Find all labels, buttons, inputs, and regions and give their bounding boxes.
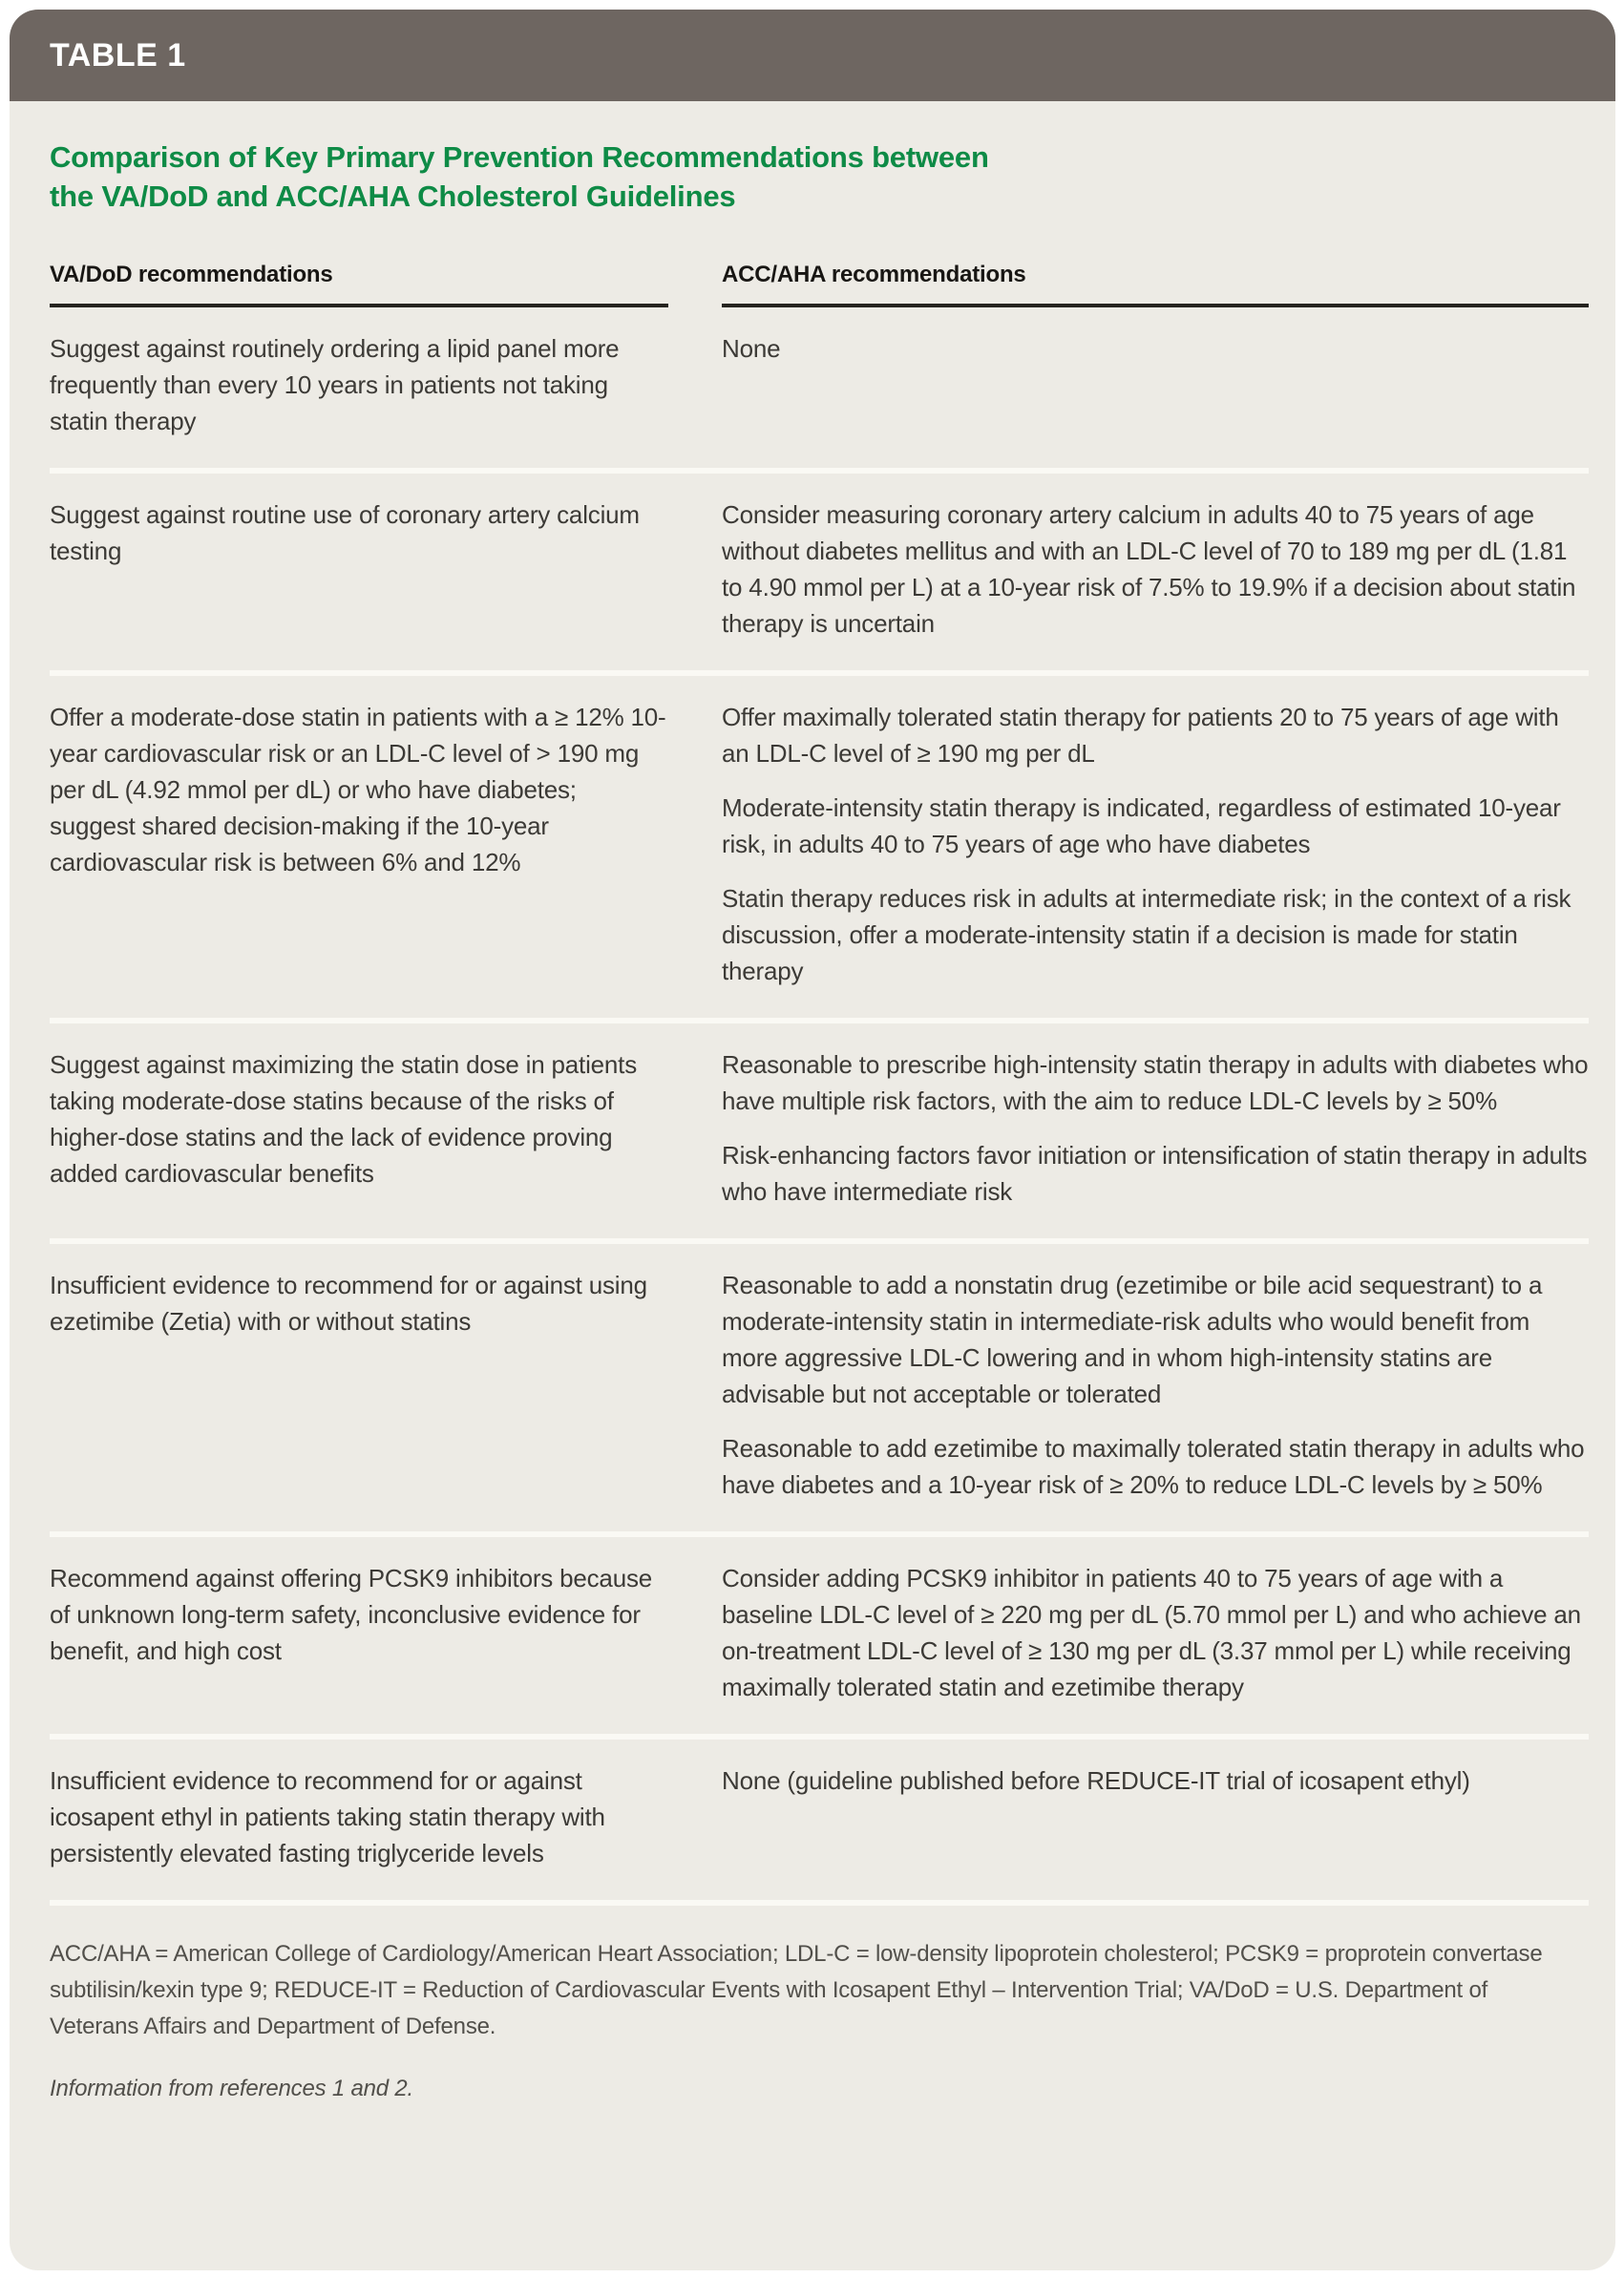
recommendation-text: Risk-enhancing factors favor initiation or intensification of statin therapy in adults who have intermediate risk [722, 1141, 1588, 1206]
column-header-va-dod: VA/DoD recommendations [50, 262, 668, 307]
recommendation-text: Consider measuring coronary artery calcium in adults 40 to 75 years of age without diabetes mellitus and with an LDL-C level of 70 to 189 mg per dL (1.81 to 4.90 mmol per L) at a 10-year risk of 7.5% to 19.9% if a decision about statin therapy is uncertain [722, 500, 1576, 638]
table-row [50, 676, 1589, 1023]
recommendation-text: Offer a moderate-dose statin in patients with a ≥ 12% 10-year cardiovascular risk or an LDL-C level of > 190 mg per dL (4.92 mmol per dL) or who have diabetes; suggest shared decision-making if the 10-year cardiovascular risk is between 6% and 12% [50, 703, 666, 876]
abbreviations-note: ACC/AHA = American College of Cardiology/American Heart Association; LDL-C = low-density lipoprotein cholesterol; PCSK9 = proprotein convertase subtilisin/kexin type 9; REDUCE-IT = Reduction of Cardiovascular Events with Icosapent Ethyl – Intervention Trial; VA/DoD = U.S. Department of Veterans Affairs and Department of Defense. [50, 1941, 1543, 2039]
table-card [10, 10, 1615, 2270]
acc-aha-cell [722, 699, 1589, 989]
table-column-headers [50, 262, 1589, 307]
recommendation-text: Insufficient evidence to recommend for or against icosapent ethyl in patients taking statin therapy with persistently elevated fasting triglyceride levels [50, 1766, 605, 1867]
recommendation-text: Reasonable to add ezetimibe to maximally tolerated statin therapy in adults who have diabetes and a 10-year risk of ≥ 20% to reduce LDL-C levels by ≥ 50% [722, 1434, 1585, 1499]
recommendation-text: Suggest against maximizing the statin dose in patients taking moderate-dose statins because of the risks of higher-dose statins and the lack of evidence proving added cardiovascular benefits [50, 1050, 638, 1188]
acc-aha-cell [722, 496, 1589, 642]
recommendation-text: Consider adding PCSK9 inhibitor in patients 40 to 75 years of age with a baseline LDL-C level of ≥ 220 mg per dL (5.70 mmol per L) and who achieve an on-treatment LDL-C level of ≥ 130 mg per dL (3.37 mmol per L) while receiving maximally tolerated statin and ezetimibe therapy [722, 1564, 1581, 1701]
comparison-table [50, 262, 1589, 1906]
table-row [50, 1537, 1589, 1740]
source-note: Information from references 1 and 2. [50, 2076, 413, 2101]
va-dod-cell [50, 1762, 668, 1871]
va-dod-cell [50, 1560, 668, 1705]
recommendation-text: None [722, 334, 781, 363]
table-header-bar [10, 10, 1615, 101]
table-row [50, 1244, 1589, 1537]
table-row [50, 474, 1589, 676]
recommendation-text: Offer maximally tolerated statin therapy for patients 20 to 75 years of age with an LDL-C level of ≥ 190 mg per dL [722, 703, 1559, 768]
acc-aha-cell [722, 1762, 1589, 1871]
recommendation-text: Statin therapy reduces risk in adults at intermediate risk; in the context of a risk discussion, offer a moderate-intensity statin if a decision is made for statin therapy [722, 884, 1571, 985]
recommendation-text: Suggest against routine use of coronary artery calcium testing [50, 500, 640, 565]
table-row [50, 1023, 1589, 1244]
table-number-label: TABLE 1 [50, 36, 186, 74]
table-row [50, 307, 1589, 474]
table-title: Comparison of Key Primary Prevention Recommendations between the VA/DoD and ACC/AHA Cholesterol Guidelines [50, 140, 989, 213]
acc-aha-cell [722, 1046, 1589, 1210]
va-dod-cell [50, 330, 668, 439]
acc-aha-cell [722, 1267, 1589, 1503]
table-row [50, 1740, 1589, 1906]
recommendation-text: Reasonable to add a nonstatin drug (ezetimibe or bile acid sequestrant) to a moderate-intensity statin in intermediate-risk adults who would benefit from more aggressive LDL-C lowering and in whom high-intensity statins are advisable but not acceptable or tolerated [722, 1271, 1543, 1408]
recommendation-text: Insufficient evidence to recommend for or against using ezetimibe (Zetia) with or without statins [50, 1271, 647, 1336]
recommendation-text: Reasonable to prescribe high-intensity statin therapy in adults with diabetes who have multiple risk factors, with the aim to reduce LDL-C levels by ≥ 50% [722, 1050, 1589, 1115]
va-dod-cell [50, 496, 668, 642]
acc-aha-cell [722, 1560, 1589, 1705]
recommendation-text: Recommend against offering PCSK9 inhibitors because of unknown long-term safety, inconclusive evidence for benefit, and high cost [50, 1564, 653, 1665]
va-dod-cell [50, 1267, 668, 1503]
recommendation-text: Moderate-intensity statin therapy is indicated, regardless of estimated 10-year risk, in adults 40 to 75 years of age who have diabetes [722, 793, 1561, 858]
column-header-acc-aha: ACC/AHA recommendations [722, 262, 1589, 307]
va-dod-cell [50, 1046, 668, 1210]
acc-aha-cell [722, 330, 1589, 439]
va-dod-cell [50, 699, 668, 989]
table-content [10, 101, 1615, 2102]
table-rows [50, 307, 1589, 1906]
recommendation-text: None (guideline published before REDUCE-IT trial of icosapent ethyl) [722, 1766, 1470, 1795]
recommendation-text: Suggest against routinely ordering a lipid panel more frequently than every 10 years in patients not taking statin therapy [50, 334, 620, 435]
